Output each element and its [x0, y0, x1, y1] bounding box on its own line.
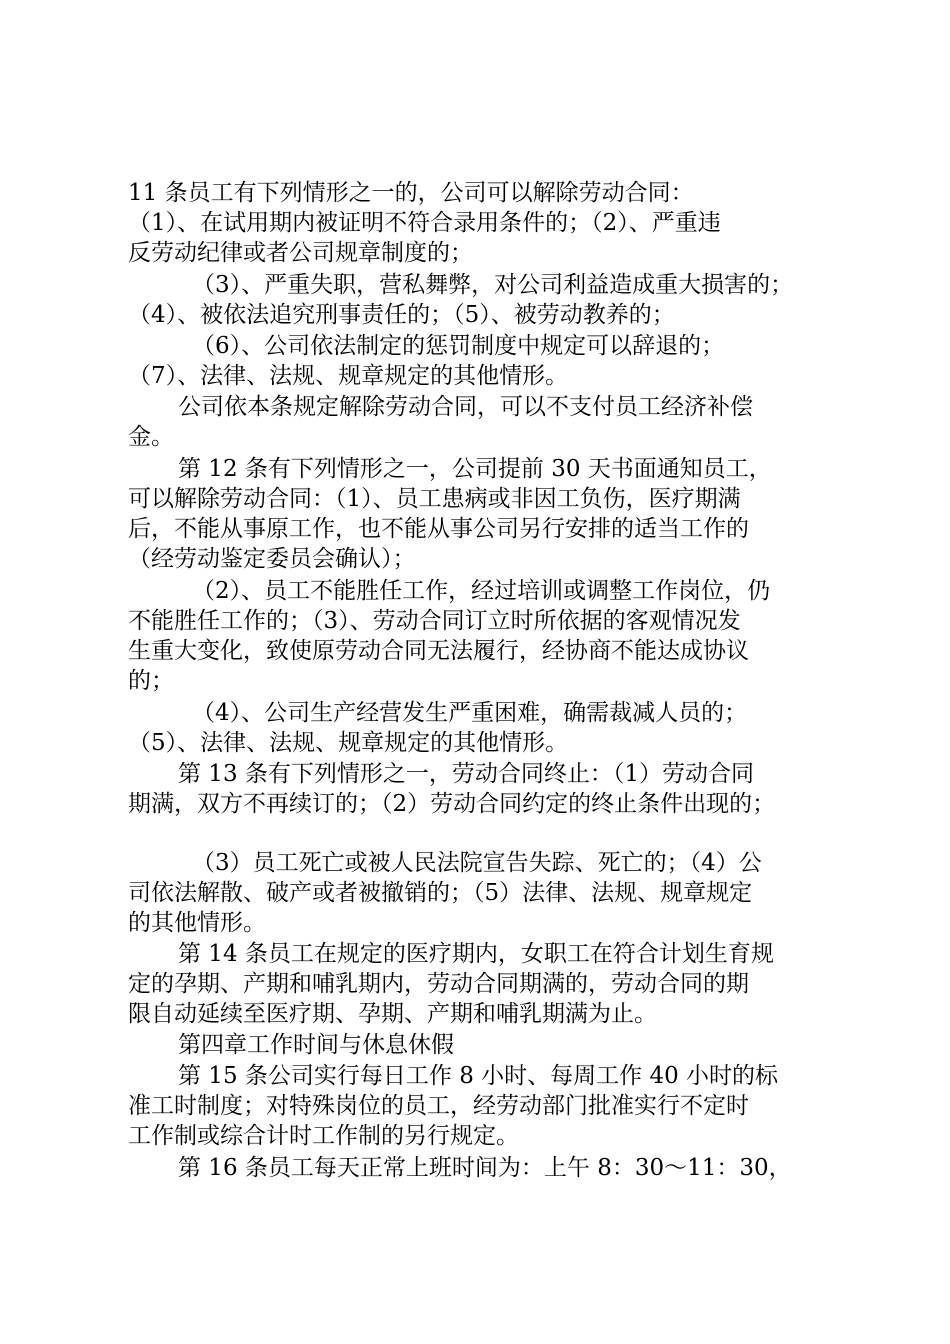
- text-line: 第 15 条公司实行每日工作 8 小时、每周工作 40 小时的标: [178, 1063, 779, 1089]
- text-line: 金。: [128, 424, 174, 450]
- text-line: 的其他情形。: [128, 910, 266, 936]
- text-line: 第 13 条有下列情形之一，劳动合同终止：（1）劳动合同: [178, 761, 755, 787]
- section-heading: 第四章工作时间与休息休假: [178, 1032, 454, 1058]
- text-line: 的；: [128, 668, 174, 694]
- text-line: 生重大变化，致使原劳动合同无法履行，经协商不能达成协议: [128, 638, 749, 664]
- text-line: （7）、法律、法规、规章规定的其他情形。: [128, 363, 569, 389]
- text-line: 工作制或综合计时工作制的另行规定。: [128, 1123, 519, 1149]
- text-line: 第 12 条有下列情形之一，公司提前 30 天书面通知员工，: [178, 456, 772, 482]
- text-line: 公司依本条规定解除劳动合同，可以不支付员工经济补偿: [178, 394, 753, 420]
- text-line: 限自动延续至医疗期、孕期、产期和哺乳期满为止。: [128, 1001, 657, 1027]
- text-line: （2）、员工不能胜任工作，经过培训或调整工作岗位，仍: [192, 578, 771, 604]
- text-line: 第 14 条员工在规定的医疗期内，女职工在符合计划生育规: [178, 941, 774, 967]
- text-line: 后，不能从事原工作，也不能从事公司另行安排的适当工作的: [128, 516, 749, 542]
- text-line: 可以解除劳动合同：（1）、员工患病或非因工负伤，医疗期满: [128, 486, 741, 512]
- text-line: 反劳动纪律或者公司规章制度的；: [128, 240, 473, 266]
- text-line: （经劳动鉴定委员会确认）；: [128, 546, 416, 572]
- text-line: （4）、被依法追究刑事责任的；（5）、被劳动教养的；: [128, 302, 675, 328]
- text-line: （5）、法律、法规、规章规定的其他情形。: [128, 730, 569, 756]
- text-line: 不能胜任工作的；（3）、劳动合同订立时所依据的客观情况发: [128, 608, 741, 634]
- text-line: 期满，双方不再续订的；（2）劳动合同约定的终止条件出现的；: [128, 791, 776, 817]
- text-line: （6）、公司依法制定的惩罚制度中规定可以辞退的；: [192, 333, 725, 359]
- text-line: 定的孕期、产期和哺乳期内，劳动合同期满的，劳动合同的期: [128, 971, 749, 997]
- text-line: 第 16 条员工每天正常上班时间为：上午 8：30～11：30，: [178, 1155, 792, 1181]
- text-line: （1）、在试用期内被证明不符合录用条件的；（2）、严重违: [128, 210, 721, 236]
- text-line: （4）、公司生产经营发生严重困难，确需裁减人员的；: [192, 700, 748, 726]
- text-line: （3）、严重失职，营私舞弊，对公司利益造成重大损害的；: [192, 272, 794, 298]
- text-line: （3）员工死亡或被人民法院宣告失踪、死亡的；（4）公: [192, 850, 762, 876]
- text-line: 11 条员工有下列情形之一的，公司可以解除劳动合同：: [128, 180, 694, 206]
- text-line: 准工时制度；对特殊岗位的员工，经劳动部门批准实行不定时: [128, 1093, 749, 1119]
- text-line: 司依法解散、破产或者被撤销的；（5）法律、法规、规章规定: [128, 880, 753, 906]
